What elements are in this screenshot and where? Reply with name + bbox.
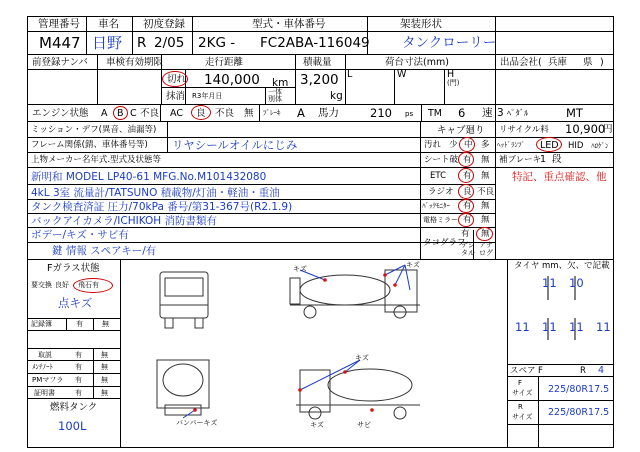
tire-size-front: 225/80R17.5 [548, 384, 610, 395]
etc-label: ETC [430, 171, 446, 181]
sheet-ari: 有 [463, 155, 472, 165]
pedal-label: ﾍﾟﾀﾞﾙ [507, 109, 529, 119]
tacho-circle [476, 227, 493, 241]
tire-rear-2: 11 [542, 320, 557, 334]
betsutai: 別体 [268, 95, 282, 103]
size-r-letter: R [518, 403, 523, 411]
torisetsu-nashi: 無 [101, 351, 108, 359]
tire-front-left: 11 [542, 276, 557, 290]
dim-L: L [347, 69, 353, 80]
era: R [137, 35, 147, 51]
sheet-circle [458, 152, 474, 167]
fuel-label: 燃料タンク [50, 402, 98, 413]
headlamp-label: ﾍｯﾄﾞﾗﾝﾌﾟ [497, 141, 525, 149]
recycle-unit: 円 [603, 124, 613, 135]
label-shodo: 初度登録 [143, 18, 185, 30]
torisetsu-ari: 有 [75, 351, 82, 359]
sheet-nashi: 無 [481, 155, 490, 165]
tacho-label: タコグラフ [423, 238, 466, 248]
ac-label: AC [170, 108, 183, 119]
key-info: 鍵 情報 スペアキー/有 [52, 245, 157, 257]
tacho-nashi: 無 [481, 229, 490, 239]
yogore-circle [459, 137, 475, 152]
pm-ari: 有 [75, 376, 82, 384]
backmonitor-circle [458, 199, 474, 213]
shomei-ari: 有 [75, 389, 82, 397]
record-ari: 有 [76, 320, 83, 328]
mirror-circle [458, 213, 474, 227]
size-r-label: サイズ [512, 413, 533, 421]
maker-name: 日野 [92, 34, 123, 52]
pm-nashi: 無 [101, 376, 108, 384]
brake-label: ﾌﾞﾚｰｷ [263, 109, 281, 117]
damage-label-2: キズ [293, 265, 307, 273]
led-circle [536, 137, 562, 152]
aux-brake-unit: 段 [552, 154, 562, 165]
label-capacity: 積載量 [303, 57, 332, 68]
cab-label: キャブ廻り [437, 125, 485, 136]
label-maker: 車名 [98, 18, 119, 30]
tm-value: 6 [458, 106, 466, 120]
tire-size-rear: 225/80R17.5 [548, 407, 610, 418]
damage-label-4: キズ [310, 421, 324, 429]
damage-label-3: キズ [355, 354, 369, 362]
ac-good: 良 [196, 108, 206, 119]
frame-note: リヤシールオイルにじみ [172, 138, 298, 152]
size-f-label: サイズ [512, 389, 533, 397]
radio-ryo: 良 [463, 187, 472, 197]
mileage-value: 140,000 [204, 72, 260, 88]
menu-ari: 有 [75, 363, 82, 371]
spare-R: R [580, 366, 586, 376]
special-notice: 特記、重点確認、他 [512, 171, 607, 183]
pedal-number: 3 [497, 107, 504, 119]
speed-label: 速 [482, 107, 493, 119]
chassis-number: FC2ABA-116049 [260, 35, 370, 51]
mirror-nashi: 無 [481, 215, 490, 225]
engine-circle [113, 106, 128, 120]
headlamp-hid: HID [568, 141, 584, 151]
row-mission: ミッション・デフ(異音、油漏等) [31, 125, 157, 135]
tire-rear-3: 11 [569, 320, 584, 334]
tire-rear-4: 11 [596, 320, 611, 334]
spare-F: F [538, 366, 543, 376]
expired-circle [162, 71, 188, 87]
tacho-log: ログ [479, 249, 493, 257]
yogore-oo: 多 [481, 140, 490, 150]
aux-brake-value: 1 [540, 154, 547, 165]
engine-B: B [117, 108, 124, 119]
brake-value: A [297, 106, 305, 120]
tm-label: TM [428, 108, 442, 119]
damage-label-1: キズ [406, 261, 420, 269]
fglass-label: Fガラス状態 [47, 263, 100, 274]
ac-none: 無 [244, 108, 254, 119]
dim-H: H [447, 69, 455, 80]
engine-bad: 不良 [140, 108, 160, 119]
first-registration: 2/05 [154, 35, 185, 51]
row-frame: フレーム関係(錆、車体番号等) [31, 140, 148, 150]
hp-label: 馬力 [318, 107, 339, 119]
ac-circle [191, 105, 211, 120]
tacho-ari: 有 [461, 229, 470, 239]
yogore-label: 汚れ [424, 140, 442, 150]
capacity-unit: kg [330, 90, 343, 102]
damage-label-sabi: サビ [357, 421, 371, 429]
label-dims: 荷台寸法(mm) [385, 57, 449, 68]
dim-W: W [397, 69, 407, 80]
shomei-nashi: 無 [101, 389, 108, 397]
radio-circle [458, 184, 474, 199]
mileage-unit: km [272, 77, 289, 89]
ac-bad: 不良 [215, 108, 235, 119]
origin-suffix: 県 [583, 57, 593, 68]
label-katashiki: 型式・車体番号 [252, 18, 326, 30]
backmonitor-ari: 有 [463, 201, 472, 211]
pm-label: PMマフラ [32, 376, 64, 384]
etc-nashi: 無 [481, 171, 490, 181]
label-origin: 出品会社( [500, 57, 542, 68]
glass-replace: 要交換 [31, 281, 52, 289]
sheet-label: シート破 [424, 155, 459, 165]
tacho-analog: アナ [479, 241, 493, 249]
body-spec-4: バックアイカメラ/ICHIKOH 消防書類有 [31, 215, 218, 227]
capacity-value: 3,200 [300, 72, 339, 88]
glass-circle [73, 278, 113, 293]
transmission: MT [566, 106, 583, 120]
aux-brake-label: 補ブレーキ [499, 155, 542, 165]
menu-label: ﾒﾝﾃﾉｰﾄ [32, 363, 53, 371]
backmonitor-nashi: 無 [481, 201, 490, 211]
tire-header: タイヤ mm、欠、で記載 [514, 261, 610, 271]
label-engine: エンジン状態 [32, 108, 89, 119]
etc-circle [458, 168, 474, 183]
label-shaken: 車検有効期限 [106, 57, 164, 68]
truck-diagrams [157, 270, 420, 419]
origin-pref: 兵庫 [548, 57, 568, 68]
label-mileage: 走行距離 [205, 57, 244, 68]
body-spec-2: 4kL 3室 流量計/TATSUNO 積載物/灯油・軽油・重油 [31, 187, 280, 199]
yogore-chu: 中 [464, 140, 473, 150]
size-f-letter: F [518, 379, 523, 387]
label-prev-plate: 前登録ナンバ [32, 57, 88, 68]
dim-H-sub: (門) [447, 79, 460, 87]
glass-note: 点キズ [58, 296, 93, 310]
headlamp-halogen: ﾊﾛｹﾞﾝ [591, 142, 609, 150]
recycle-value: 10,900 [565, 122, 606, 136]
hp-value: 210 [370, 106, 392, 120]
glass-good: 良好 [55, 281, 69, 289]
massho: 抹消 [166, 91, 186, 102]
body-spec-3: タンク検査済証 圧力/70kPa 番号/第31-367号(R2.1.9) [31, 201, 293, 213]
tire-front-right: 10 [569, 276, 584, 290]
headlamp-led: LED [540, 140, 559, 151]
body-type: タンクローリー [402, 35, 497, 51]
recycle-label: リサイクル料 [499, 125, 549, 135]
spare-label: スペア [510, 366, 536, 376]
label-kanri: 管理番号 [38, 18, 80, 30]
label-kaso: 架装形状 [400, 18, 442, 30]
record-nashi: 無 [102, 320, 109, 328]
ittai: 一体 [268, 88, 282, 96]
spare-value: 4 [598, 365, 605, 376]
radio-label: ラジオ [428, 187, 454, 197]
backmonitor-label: ﾊﾞｯｸﾓﾆﾀｰ [422, 202, 450, 210]
shomei-label: 証明書 [34, 389, 55, 397]
etc-ari: 有 [463, 171, 472, 181]
radio-furyo: 不良 [477, 187, 495, 197]
damage-points [193, 273, 397, 412]
model-code: 2KG - [198, 35, 236, 51]
engine-C: C [130, 108, 137, 119]
menu-nashi: 無 [101, 363, 108, 371]
hp-unit: ps [405, 110, 414, 118]
glass-chip: 飛石有 [78, 281, 99, 289]
mirror-label: 電格ミラー [423, 216, 458, 224]
engine-A: A [101, 108, 108, 119]
torisetsu-label: 取説 [38, 351, 52, 359]
damage-markers [183, 265, 410, 418]
shaken-expired: 切れ [167, 74, 187, 85]
kanri-number: M447 [39, 34, 81, 52]
mirror-ari: 有 [463, 215, 472, 225]
fuel-value: 100L [58, 419, 87, 433]
body-spec-5: ボデー/キズ・サビ有 [31, 229, 129, 241]
damage-label-bumper: バンパーキズ [176, 419, 218, 427]
tire-rear-1: 11 [515, 320, 530, 334]
record-label: 記録簿 [31, 320, 52, 328]
body-spec-1: 新明和 MODEL LP40-61 MFG.No.M101432080 [31, 171, 267, 183]
tacho-tal: タル [461, 249, 475, 257]
yogore-sho: 少 [449, 140, 458, 150]
tacho-digital: デジ [461, 241, 475, 249]
massho-date: R3年月日 [192, 92, 223, 100]
row-body-maker: 上物メーカー名年式.型式及状態等 [31, 155, 162, 165]
origin-close: ) [600, 57, 604, 68]
